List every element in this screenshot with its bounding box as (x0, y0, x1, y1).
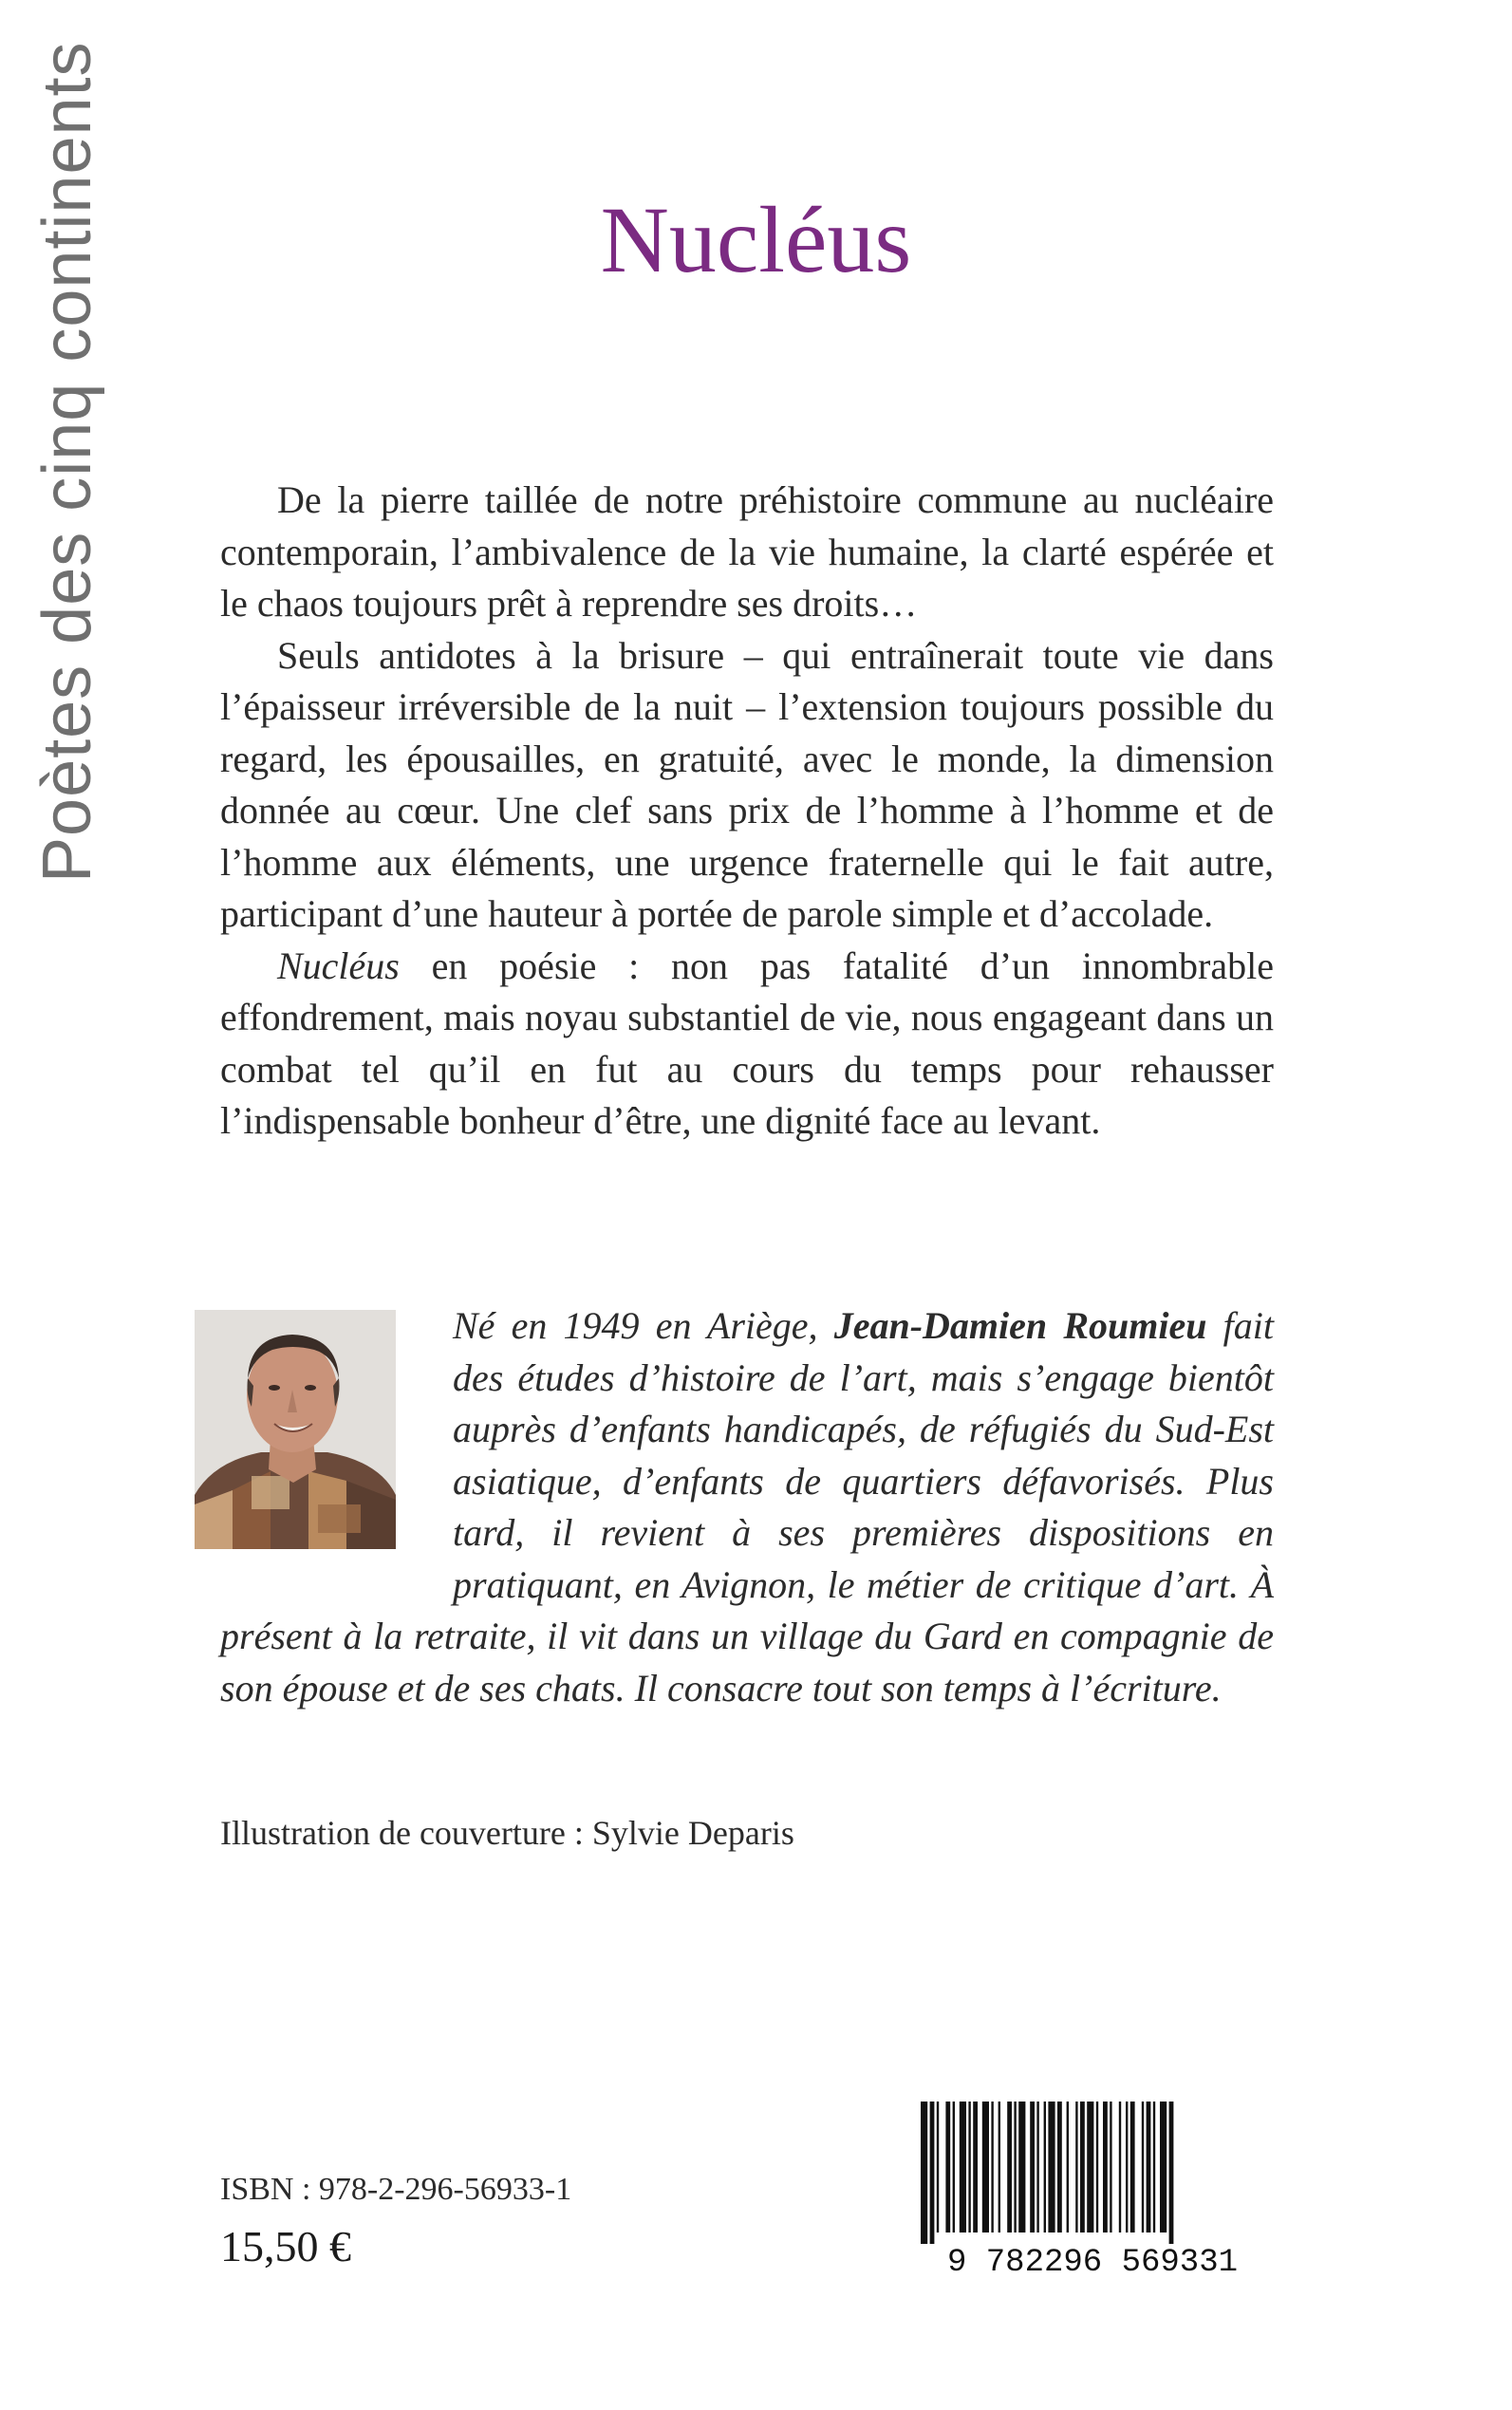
isbn: ISBN : 978-2-296-56933-1 (220, 2172, 572, 2207)
blurb-paragraph-3 (220, 941, 1274, 1148)
author-biography (220, 1300, 1274, 1714)
barcode (913, 2098, 1272, 2278)
blurb-paragraph-3-text: en poésie : non pas fatalité d’un innombrable effondrement, mais noyau substantiel de vie, nous engageant dans un combat tel qu’il en fut au cours du temps pour rehausser l’indispensable bonheur d’être, une dignité face au levant. (220, 943, 1274, 1142)
barcode-digits: 9 782296 569331 (946, 2245, 1239, 2278)
blurb-paragraph-1: De la pierre taillée de notre préhistoire commune au nucléaire contemporain, l’ambivalence de la vie humaine, la clarté espérée et le chaos toujours prêt à reprendre ses droits… (220, 478, 1274, 625)
bio-text: fait des études d’histoire de l’art, mais s’engage bientôt auprès d’enfants handicapés, de réfugiés du Sud-Est asiatique, d’enfants de quartiers défavorisés. Plus tard, il revient à ses premières dispositions en pratiquant, en Avignon, le métier de critique d’art. À présent à la retraite, il vit dans un village du Gard en compagnie de son épouse et de ses chats. Il consacre tout son temps à l’écriture. (220, 1304, 1274, 1709)
collection-name: Poètes des cinq continents (29, 41, 105, 883)
book-title: Nucléus (600, 187, 912, 292)
illustration-credit: Illustration de couverture : Sylvie Deparis (220, 1814, 794, 1852)
price: 15,50 € (220, 2222, 351, 2270)
photo-spacer (220, 1300, 453, 1585)
back-cover-blurb (220, 475, 1274, 1148)
bio-intro: Né en 1949 en Ariège, (453, 1304, 834, 1347)
blurb-title-reference: Nucléus (277, 943, 400, 987)
author-name: Jean-Damien Roumieu (833, 1304, 1207, 1347)
blurb-paragraph-2: Seuls antidotes à la brisure – qui entraînerait toute vie dans l’épaisseur irréversible de la nuit – l’extension toujours possible du regard, les épousailles, en gratuité, avec le monde, la dimension donnée au cœur. Une clef sans prix de l’homme à l’homme et de l’homme aux éléments, une urgence fraternelle qui le fait autre, participant d’une hauteur à portée de parole simple et d’accolade. (220, 633, 1274, 935)
